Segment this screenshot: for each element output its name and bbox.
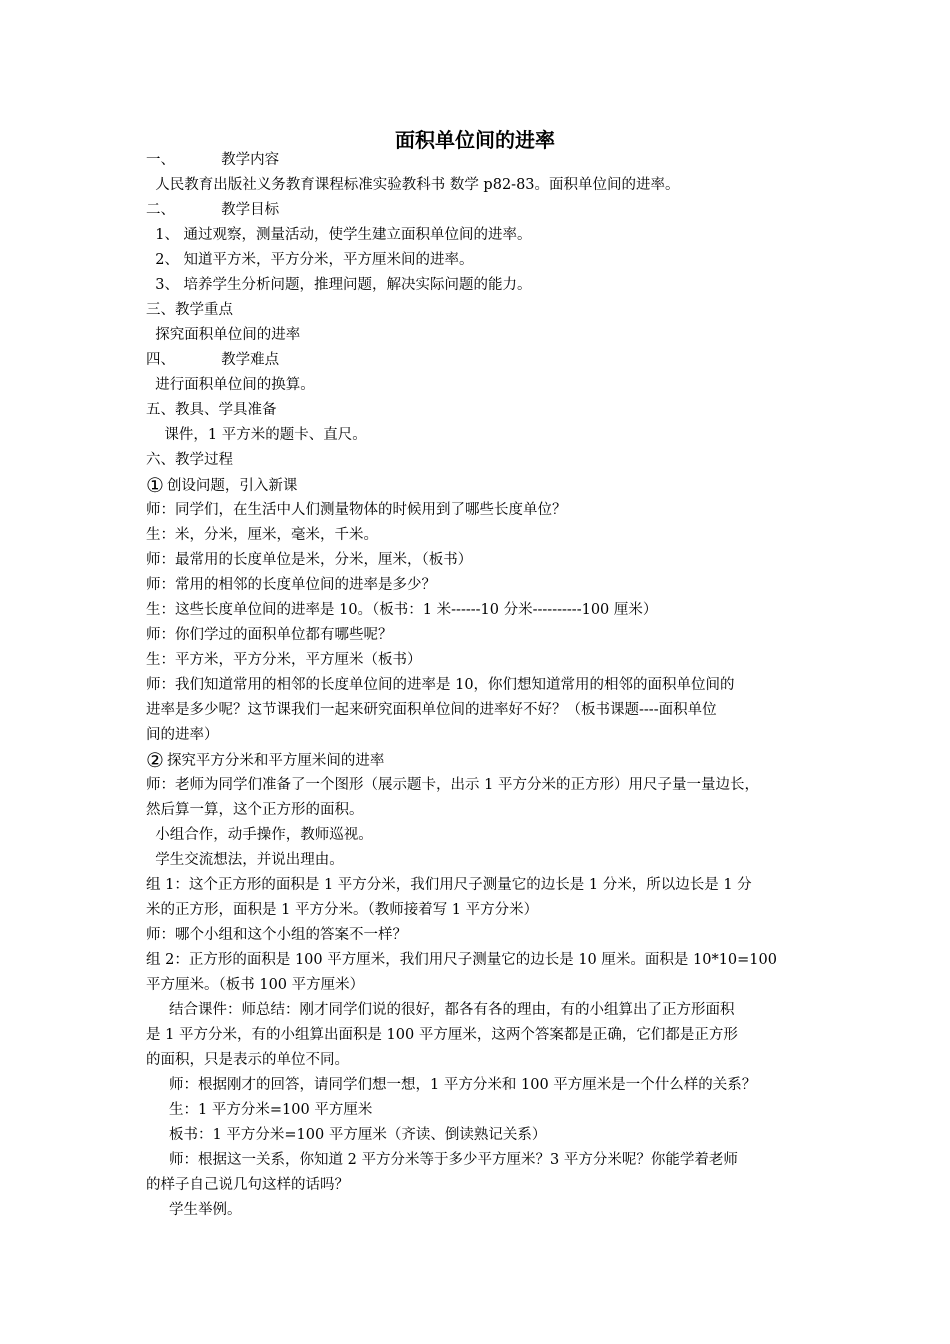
paragraph-line: 小组合作，动手操作，教师巡视。 [146,827,373,843]
paragraph-line: 是 1 平方分米，有的小组算出面积是 100 平方厘米，这两个答案都是正确，它们都是正方形 [146,1027,738,1043]
dialogue-line: 生：米，分米，厘米，毫米，千米。 [146,527,378,543]
circled-number-marker: ② [146,748,164,772]
section-heading: 二、 教学目标 [146,202,280,218]
paragraph-line: 进行面积单位间的换算。 [146,377,315,393]
list-item: 3、 培养学生分析问题，推理问题，解决实际问题的能力。 [146,277,532,293]
dialogue-line: 师：根据刚才的回答，请同学们想一想，1 平方分米和 100 平方厘米是一个什么样的关系？ [146,1077,757,1093]
paragraph-line: 学生举例。 [146,1202,242,1218]
subsection-heading [146,475,297,496]
dialogue-line: 师：根据这一关系，你知道 2 平方分米等于多少平方厘米？3 平方分米呢？你能学着老师 [146,1152,738,1168]
dialogue-line: 板书：1 平方分米=100 平方厘米（齐读、倒读熟记关系） [146,1127,547,1143]
list-item: 1、 通过观察，测量活动，使学生建立面积单位间的进率。 [146,227,532,243]
dialogue-line: 米的正方形，面积是 1 平方分米。（教师接着写 1 平方分米） [146,902,539,918]
dialogue-line: 的样子自己说几句这样的话吗？ [146,1177,349,1193]
paragraph-line: 的面积，只是表示的单位不同。 [146,1052,349,1068]
section-heading: 五、教具、学具准备 [146,402,277,418]
dialogue-line: 师：常用的相邻的长度单位间的进率是多少？ [146,577,436,593]
section-heading: 六、教学过程 [146,452,233,468]
page-title: 面积单位间的进率 [395,128,555,152]
paragraph-line: 结合课件：师总结：刚才同学们说的很好，都各有各的理由，有的小组算出了正方形面积 [146,1002,735,1018]
circled-number-marker: ① [146,473,164,497]
dialogue-line: 生：平方米，平方分米，平方厘米（板书） [146,652,422,668]
dialogue-line: 生：这些长度单位间的进率是 10。（板书：1 米------10 分米----------100 厘米） [146,602,658,618]
paragraph-line: 探究面积单位间的进率 [146,327,301,343]
paragraph-line: 人民教育出版社义务教育课程标准实验教科书 数学 p82-83。面积单位间的进率。 [146,177,680,193]
subsection-title: 探究平方分米和平方厘米间的进率 [166,753,385,769]
dialogue-line: 进率是多少呢？这节课我们一起来研究面积单位间的进率好不好？（板书课题----面积单位 [146,702,717,718]
dialogue-line: 生：1 平方分米=100 平方厘米 [146,1102,373,1118]
dialogue-line: 组 2：正方形的面积是 100 平方厘米，我们用尺子测量它的边长是 10 厘米。面积是 10*10=100 [146,952,777,968]
paragraph-line: 学生交流想法，并说出理由。 [146,852,344,868]
section-heading: 四、 教学难点 [146,352,280,368]
paragraph-line: 课件，1 平方米的题卡、直尺。 [146,427,367,443]
dialogue-line: 师：我们知道常用的相邻的长度单位间的进率是 10，你们想知道常用的相邻的面积单位间的 [146,677,735,693]
dialogue-line: 组 1：这个正方形的面积是 1 平方分米，我们用尺子测量它的边长是 1 分米，所以边长是 1 分 [146,877,752,893]
dialogue-line: 然后算一算，这个正方形的面积。 [146,802,364,818]
dialogue-line: 师：你们学过的面积单位都有哪些呢？ [146,627,393,643]
section-heading: 三、教学重点 [146,302,233,318]
dialogue-line: 师：哪个小组和这个小组的答案不一样？ [146,927,407,943]
dialogue-line: 师：最常用的长度单位是米，分米，厘米，（板书） [146,552,473,568]
dialogue-line: 间的进率） [146,727,219,743]
section-heading: 一、 教学内容 [146,152,280,168]
subsection-heading [146,750,384,771]
dialogue-line: 师：老师为同学们准备了一个图形（展示题卡，出示 1 平方分米的正方形）用尺子量一量边长， [146,777,759,793]
subsection-title: 创设问题，引入新课 [166,478,298,494]
list-item: 2、 知道平方米，平方分米，平方厘米间的进率。 [146,252,474,268]
dialogue-line: 平方厘米。（板书 100 平方厘米） [146,977,365,993]
dialogue-line: 师：同学们，在生活中人们测量物体的时候用到了哪些长度单位？ [146,502,567,518]
